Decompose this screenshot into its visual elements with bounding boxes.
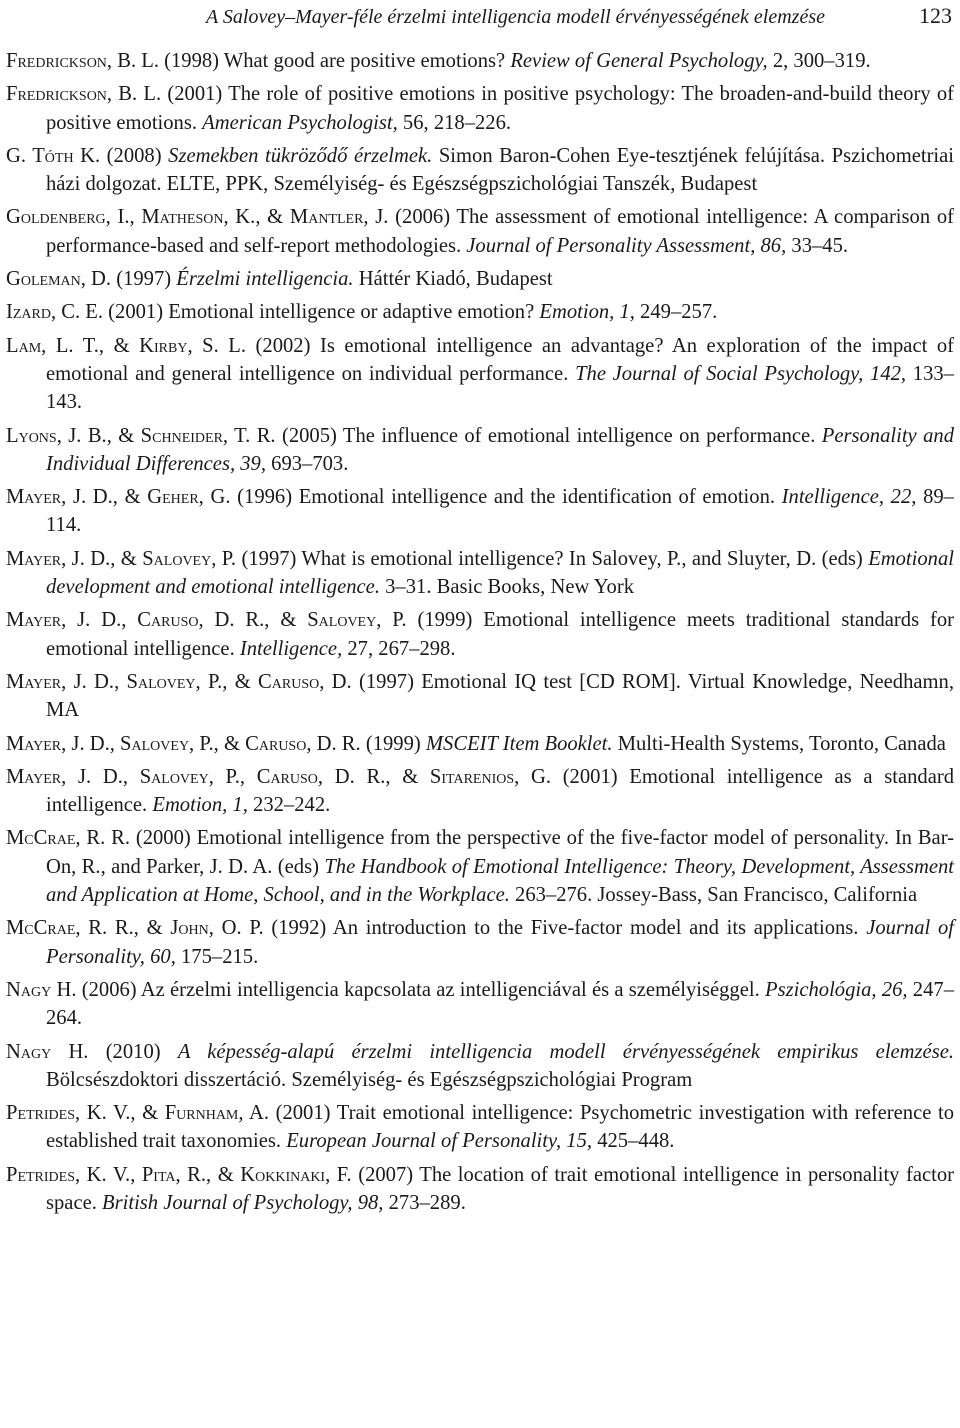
reference-details: Simon Baron-Cohen Eye-tesztjének felújítása. Pszichometriai házi dolgozat. ELTE, PPK, Személyiség- és Egészségpszichológiai Tanszék, Budapest <box>46 144 955 196</box>
reference-author: Nagy H. <box>6 1040 89 1063</box>
reference-text: (2006) Az érzelmi intelligencia kapcsolata az intelligenciával és a személyiséggel. <box>76 978 765 1001</box>
reference-source: Emotion, 1, <box>539 301 635 324</box>
reference-details: 693–703. <box>266 452 349 475</box>
reference-details: 89–114. <box>46 486 954 537</box>
reference-source: The Journal of Social Psychology, 142, <box>575 362 907 385</box>
reference-text: (2010) <box>88 1040 178 1063</box>
reference-source: Personality and Individual Differences, 39, <box>46 424 954 475</box>
reference-details: 27, 267–298. <box>342 637 456 660</box>
reference-entry <box>6 1099 954 1156</box>
reference-entry <box>6 606 954 663</box>
reference-author: McCrae, R. R. <box>6 827 130 850</box>
reference-author: McCrae, R. R., & John, O. P. <box>6 917 264 940</box>
reference-author: Fredrickson, B. L. <box>6 83 162 106</box>
reference-text: (2006) The assessment of emotional intelligence: A comparison of performance-based and self-report methodologies. <box>46 206 954 257</box>
reference-source: British Journal of Psychology, 98, <box>102 1191 384 1214</box>
reference-text: (2001) Trait emotional intelligence: Psychometric investigation with reference to established trait taxonomies. <box>46 1102 954 1153</box>
reference-author: Petrides, K. V., Pita, R., & Kokkinaki, F. <box>6 1163 352 1186</box>
reference-details: 263–276. Jossey-Bass, San Francisco, California <box>509 884 918 907</box>
reference-entry <box>6 80 954 137</box>
reference-author: Izard, C. E. <box>6 301 104 324</box>
reference-author: G. Tóth K. <box>6 144 101 167</box>
reference-entry <box>6 265 954 293</box>
reference-source: A képesség-alapú érzelmi intelligencia modell érvényességének empirikus elemzése. <box>177 1040 955 1063</box>
reference-details: 249–257. <box>634 301 718 324</box>
reference-author: Mayer, J. D., Salovey, P., & Caruso, D. R. <box>6 732 361 755</box>
reference-author: Mayer, J. D., Salovey, P., & Caruso, D. <box>6 670 352 693</box>
reference-source: Journal of Personality Assessment, 86, <box>466 234 787 257</box>
reference-details: 3–31. Basic Books, New York <box>379 576 634 599</box>
reference-text: (2001) The role of positive emotions in positive psychology: The broaden-and-build theory of positive emotions. <box>46 83 955 134</box>
reference-list <box>0 47 960 1222</box>
reference-source: European Journal of Personality, 15, <box>286 1130 593 1153</box>
reference-author: Mayer, J. D., & Geher, G. <box>6 486 231 509</box>
reference-entry <box>6 1161 954 1218</box>
reference-text: (1997) Emotional IQ test [CD ROM]. Virtual Knowledge, Needhamn, MA <box>46 670 954 722</box>
reference-entry <box>6 142 954 199</box>
reference-text: (1997) What is emotional intelligence? In Salovey, P., and Sluyter, D. (eds) <box>236 547 869 570</box>
reference-source: The Handbook of Emotional Intelligence: Theory, Development, Assessment and Application at Home, School, and in the Workplace. <box>46 855 955 907</box>
reference-source: Journal of Personality, 60, <box>46 917 954 968</box>
reference-text: (2001) Emotional intelligence as a standard intelligence. <box>46 765 954 817</box>
reference-source: MSCEIT Item Booklet. <box>425 732 613 755</box>
reference-author: Lam, L. T., & Kirby, S. L. <box>6 334 247 357</box>
reference-author: Fredrickson, B. L. <box>6 50 159 72</box>
reference-entry <box>6 483 954 540</box>
reference-entry <box>6 668 954 725</box>
reference-source: Szemekben tükröződő érzelmek. <box>168 144 433 167</box>
reference-entry <box>6 545 954 602</box>
reference-entry <box>6 47 954 75</box>
reference-entry <box>6 1038 954 1095</box>
reference-text: (1992) An introduction to the Five-factor model and its applications. <box>263 917 867 940</box>
reference-details: 56, 218–226. <box>397 111 512 134</box>
reference-source: Pszichológia, 26, <box>765 978 908 1001</box>
reference-source: American Psychologist, <box>202 111 398 134</box>
reference-entry <box>6 730 954 758</box>
reference-text: (2002) Is emotional intelligence an advantage? An exploration of the impact of emotional and general intelligence on individual performance. <box>46 334 954 385</box>
reference-text: (1999) Emotional intelligence meets traditional standards for emotional intelligence. <box>46 609 954 660</box>
reference-text: (1996) Emotional intelligence and the identification of emotion. <box>230 486 782 509</box>
reference-source: Intelligence, <box>239 637 343 660</box>
reference-source: Emotion, 1, <box>152 794 248 817</box>
reference-author: Mayer, J. D., & Salovey, P. <box>6 547 237 570</box>
reference-entry <box>6 763 954 820</box>
reference-text: (1997) <box>111 268 177 291</box>
reference-author: Mayer, J. D., Salovey, P., Caruso, D. R., & Sitarenios, G. <box>6 765 551 788</box>
reference-source: Emotional development and emotional intelligence. <box>46 547 954 599</box>
reference-details: 425–448. <box>592 1130 675 1153</box>
reference-text: (2001) Emotional intelligence or adaptive emotion? <box>103 301 540 324</box>
reference-entry <box>6 422 954 479</box>
reference-text: (2007) The location of trait emotional intelligence in personality factor space. <box>46 1163 954 1214</box>
reference-entry <box>6 976 954 1033</box>
page-header <box>0 0 960 36</box>
reference-entry <box>6 203 954 260</box>
reference-text: (1998) What good are positive emotions? <box>158 50 511 72</box>
reference-author: Lyons, J. B., & Schneider, T. R. <box>6 424 276 447</box>
reference-details: Multi-Health Systems, Toronto, Canada <box>612 732 946 755</box>
reference-author: Goleman, D. <box>6 268 112 291</box>
reference-text: (2008) <box>100 144 169 167</box>
reference-details: Háttér Kiadó, Budapest <box>353 268 553 291</box>
reference-text: (2005) The influence of emotional intelligence on performance. <box>275 424 822 447</box>
reference-entry <box>6 332 954 417</box>
reference-author: Petrides, K. V., & Furnham, A. <box>6 1102 270 1125</box>
reference-entry <box>6 298 954 326</box>
reference-details: 133–143. <box>46 362 954 414</box>
reference-details: 175–215. <box>175 945 259 968</box>
reference-source: Review of General Psychology, <box>510 50 768 72</box>
reference-details: 2, 300–319. <box>767 50 871 72</box>
reference-details: 33–45. <box>786 234 849 257</box>
reference-entry <box>6 824 954 909</box>
running-title: A Salovey–Mayer-féle érzelmi intelligencia modell érvényességének elemzése <box>206 6 825 28</box>
reference-details: Bölcsészdoktori disszertáció. Személyiség- és Egészségpszichológiai Program <box>46 1068 693 1091</box>
reference-details: 232–242. <box>247 794 331 817</box>
reference-details: 273–289. <box>383 1191 466 1214</box>
reference-text: (2000) Emotional intelligence from the perspective of the five-factor model of personality. In Bar-On, R., and Parker, J. D. A. (eds) <box>46 827 954 878</box>
reference-source: Intelligence, 22, <box>781 486 917 509</box>
reference-text: (1999) <box>360 732 426 755</box>
page-number: 123 <box>919 3 952 28</box>
reference-author: Goldenberg, I., Matheson, K., & Mantler, J. <box>6 206 389 229</box>
reference-source: Érzelmi intelligencia. <box>176 268 354 291</box>
reference-author: Nagy H. <box>6 978 77 1001</box>
reference-entry <box>6 914 954 971</box>
reference-details: 247–264. <box>46 978 954 1030</box>
reference-author: Mayer, J. D., Caruso, D. R., & Salovey, P. <box>6 609 407 632</box>
